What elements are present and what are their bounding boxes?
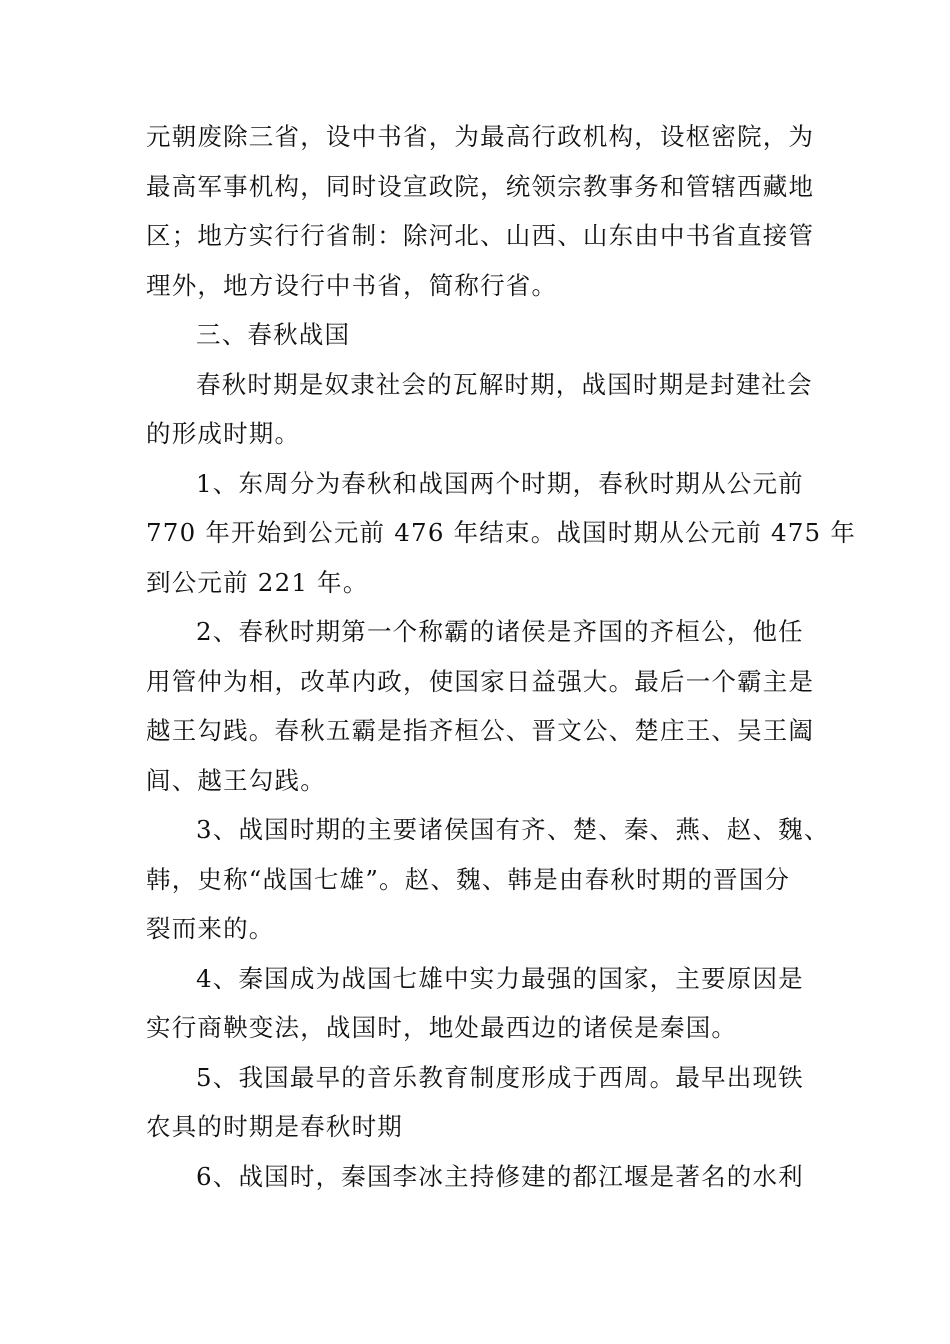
text-line: 元朝废除三省，设中书省，为最高行政机构，设枢密院，为	[146, 122, 815, 151]
text-line: 4、秦国成为战国七雄中实力最强的国家，主要原因是	[196, 963, 804, 993]
text-line: 2、春秋时期第一个称霸的诸侯是齐国的齐桓公，他任	[196, 617, 804, 646]
text-line: 闾、越王勾践。	[146, 765, 326, 795]
text-line: 实行商鞅变法，战国时，地处最西边的诸侯是秦国。	[146, 1013, 738, 1042]
section-heading	[146, 310, 826, 360]
text-line: 到公元前 221 年。	[146, 567, 369, 597]
paragraph-item-3	[146, 805, 830, 954]
paragraph-item-6	[146, 1152, 826, 1202]
text-line: 770 年开始到公元前 476 年结束。战国时期从公元前 475 年	[146, 518, 857, 547]
paragraph-item-1	[146, 459, 857, 608]
text-line: 韩，史称“战国七雄”。赵、魏、韩是由春秋时期的晋国分	[146, 864, 791, 894]
text-line: 3、战国时期的主要诸侯国有齐、楚、秦、燕、赵、魏、	[196, 815, 830, 844]
section-heading-text: 三、春秋战国	[196, 320, 351, 349]
text-line: 6、战国时，秦国李冰主持修建的都江堰是著名的水利	[196, 1161, 804, 1191]
text-line: 春秋时期是奴隶社会的瓦解时期，战国时期是封建社会	[196, 369, 813, 399]
document-body	[146, 112, 857, 1201]
paragraph-item-4	[146, 954, 826, 1053]
paragraph-item-2	[146, 607, 826, 805]
text-line: 5、我国最早的音乐教育制度形成于西周。最早出现铁	[196, 1062, 804, 1092]
text-line: 1、东周分为春秋和战国两个时期，春秋时期从公元前	[196, 468, 804, 498]
paragraph-yuan-administration	[146, 112, 826, 310]
text-line: 理外，地方设行中书省，简称行省。	[146, 270, 558, 300]
text-line: 越王勾践。春秋五霸是指齐桓公、晋文公、楚庄王、吴王阖	[146, 716, 815, 745]
paragraph-intro	[146, 360, 826, 459]
text-line: 农具的时期是春秋时期	[146, 1112, 403, 1141]
text-line: 最高军事机构，同时设宣政院，统领宗教事务和管辖西藏地	[146, 171, 815, 201]
text-line: 区；地方实行行省制：除河北、山西、山东由中书省直接管	[146, 221, 815, 250]
text-line: 裂而来的。	[146, 914, 275, 943]
text-line: 的形成时期。	[146, 419, 301, 448]
paragraph-item-5	[146, 1053, 826, 1152]
text-line: 用管仲为相，改革内政，使国家日益强大。最后一个霸主是	[146, 666, 815, 696]
